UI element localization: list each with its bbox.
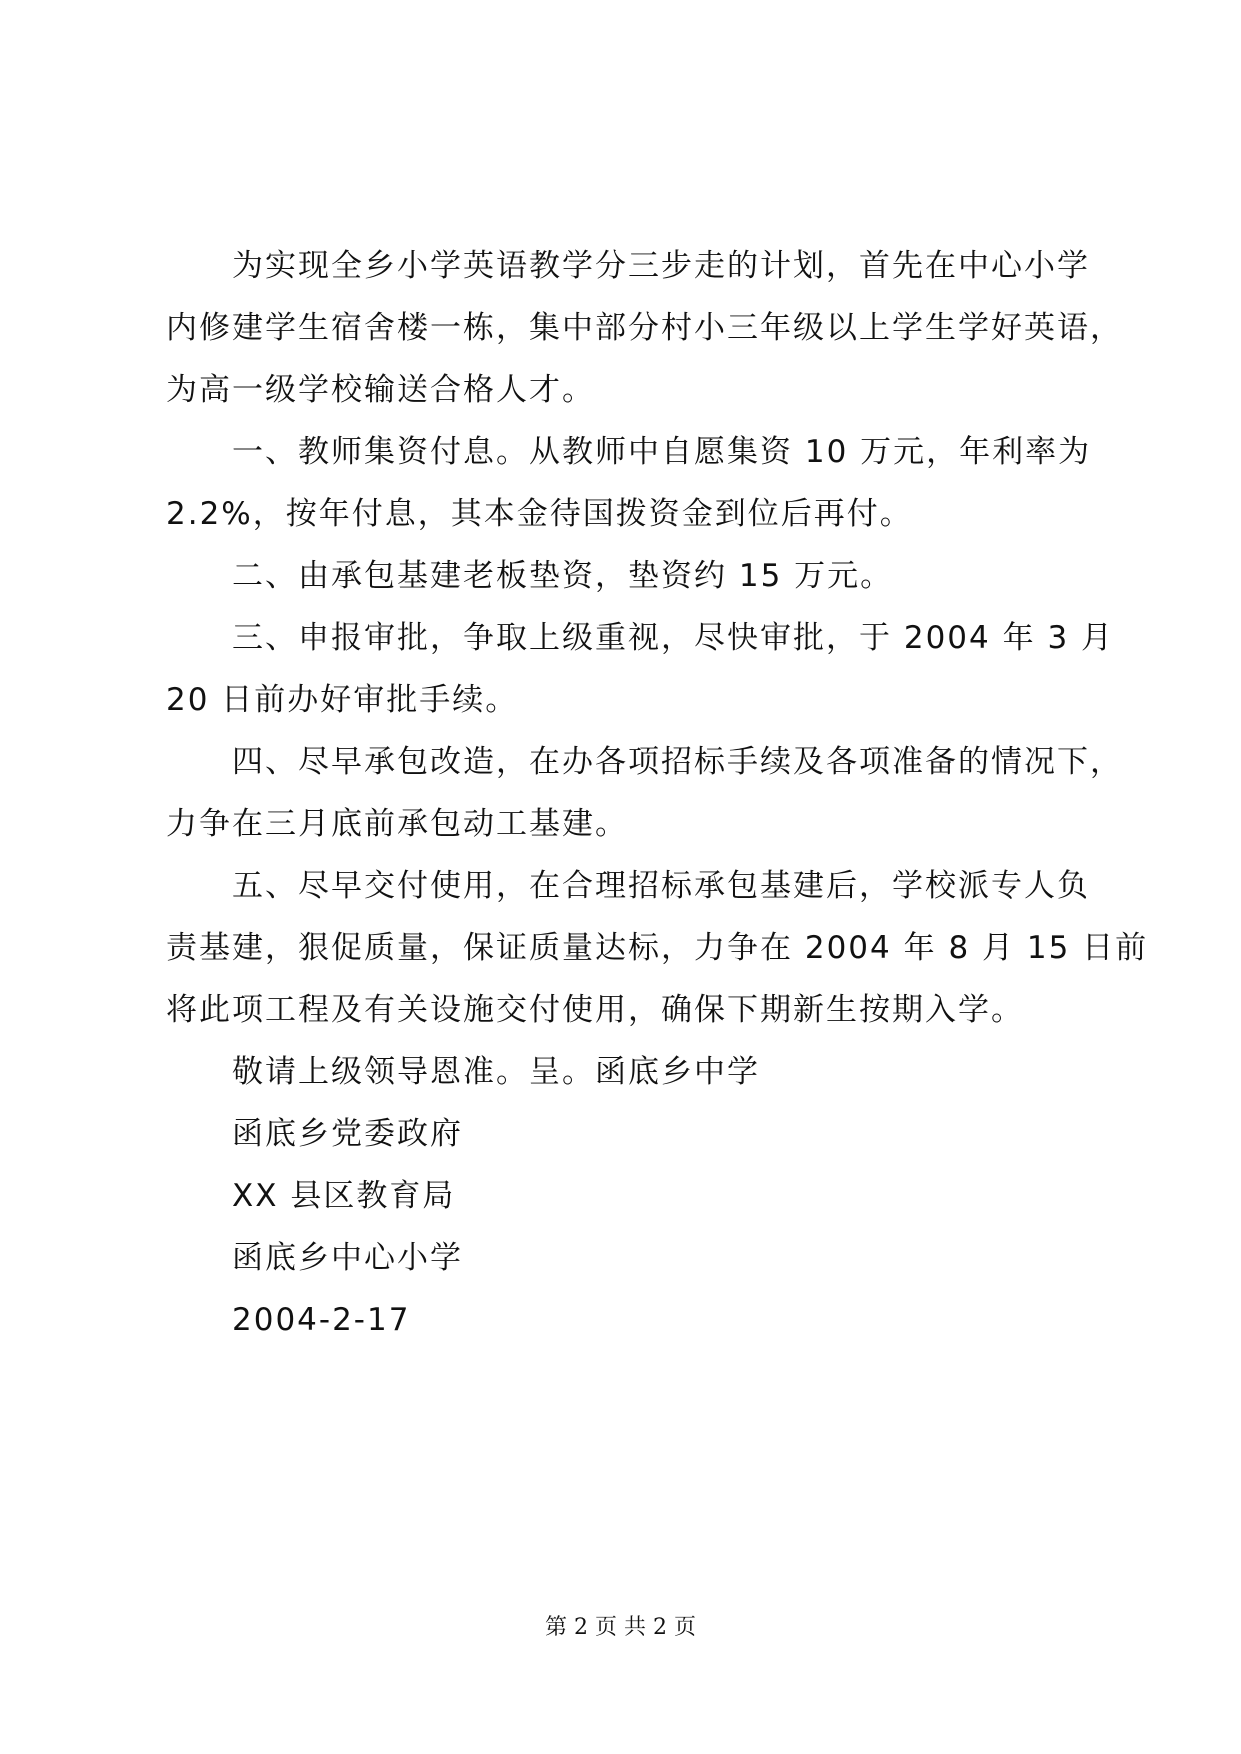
body-line: 三、申报审批，争取上级重视，尽快审批，于 2004 年 3 月: [232, 620, 1115, 656]
body-line: 函底乡中心小学: [232, 1240, 463, 1276]
body-line: XX 县区教育局: [232, 1178, 456, 1214]
body-line: 四、尽早承包改造，在办各项招标手续及各项准备的情况下，: [232, 744, 1123, 780]
body-line: 2004-2-17: [232, 1302, 411, 1338]
body-line: 责基建，狠促质量，保证质量达标，力争在 2004 年 8 月 15 日前: [166, 930, 1149, 966]
page-footer: 第 2 页 共 2 页: [545, 1615, 696, 1640]
body-line: 为高一级学校输送合格人才。: [166, 372, 595, 408]
body-line: 内修建学生宿舍楼一栋，集中部分村小三年级以上学生学好英语，: [166, 310, 1123, 346]
body-line: 二、由承包基建老板垫资，垫资约 15 万元。: [232, 558, 894, 594]
body-line: 五、尽早交付使用，在合理招标承包基建后，学校派专人负: [232, 868, 1090, 904]
body-line: 2.2%，按年付息，其本金待国拨资金到位后再付。: [166, 496, 913, 532]
body-line: 20 日前办好审批手续。: [166, 682, 519, 718]
body-line: 函底乡党委政府: [232, 1116, 463, 1152]
body-line: 将此项工程及有关设施交付使用，确保下期新生按期入学。: [166, 992, 1024, 1028]
body-line: 为实现全乡小学英语教学分三步走的计划，首先在中心小学: [232, 248, 1090, 284]
body-line: 敬请上级领导恩准。呈。函底乡中学: [232, 1054, 760, 1090]
body-line: 力争在三月底前承包动工基建。: [166, 806, 628, 842]
document-body: [166, 235, 1149, 1351]
body-line: 一、教师集资付息。从教师中自愿集资 10 万元，年利率为: [232, 434, 1092, 470]
